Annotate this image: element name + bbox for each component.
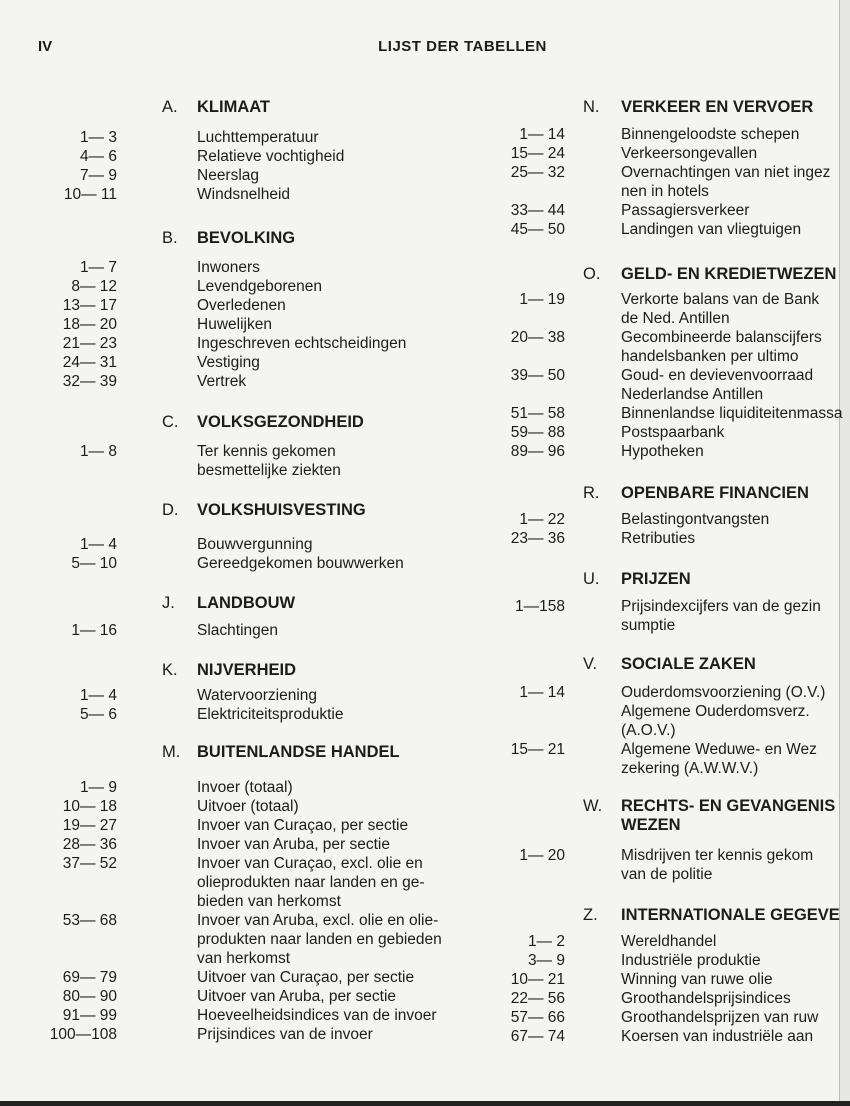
table-range: 15— 21	[510, 741, 565, 758]
entry-title: van herkomst	[197, 950, 291, 967]
entry-title: Bouwvergunning	[197, 536, 313, 553]
entry-title: Invoer (totaal)	[197, 779, 293, 796]
table-range: 3— 9	[527, 952, 565, 969]
entry-title: Luchttemperatuur	[197, 129, 319, 146]
table-range: 37— 52	[62, 855, 117, 872]
table-range: 20— 38	[510, 329, 565, 346]
entry-title: Slachtingen	[197, 622, 279, 639]
section-letter: M.	[162, 743, 181, 761]
table-range: 19— 27	[62, 817, 117, 834]
entry-title: Algemene Ouderdomsverz.	[621, 703, 810, 720]
entry-title: Misdrijven ter kennis gekom	[621, 847, 814, 864]
entry-title: Relatieve vochtigheid	[197, 148, 345, 165]
entry-title: Verkeersongevallen	[621, 145, 758, 162]
table-range: 57— 66	[510, 1009, 565, 1026]
entry-title: olieprodukten naar landen en ge-	[197, 874, 425, 891]
section-title: SOCIALE ZAKEN	[621, 655, 756, 673]
section-title: OPENBARE FINANCIEN	[621, 484, 809, 502]
table-range: 18— 20	[62, 316, 117, 333]
entry-title: Ouderdomsvoorziening (O.V.)	[621, 684, 826, 701]
entry-title: Binnenlandse liquiditeitenmassa	[621, 405, 843, 422]
section-letter: U.	[583, 570, 600, 588]
table-range: 1—158	[515, 598, 565, 615]
entry-title: handelsbanken per ultimo	[621, 348, 799, 365]
entry-title: Ingeschreven echtscheidingen	[197, 335, 407, 352]
entry-title: Inwoners	[197, 259, 260, 276]
table-range: 53— 68	[62, 912, 117, 929]
section-letter: A.	[162, 98, 178, 116]
entry-title: Uitvoer (totaal)	[197, 798, 299, 815]
table-range: 1— 20	[519, 847, 565, 864]
entry-title: Postspaarbank	[621, 424, 725, 441]
entry-title: Algemene Weduwe- en Wez	[621, 741, 817, 758]
table-range: 10— 18	[62, 798, 117, 815]
section-title: BEVOLKING	[197, 229, 296, 247]
table-range: 10— 11	[63, 186, 117, 203]
entry-title: sumptie	[621, 617, 676, 634]
section-title: BUITENLANDSE HANDEL	[197, 743, 400, 761]
entry-title: Neerslag	[197, 167, 260, 184]
table-range: 1— 22	[519, 511, 565, 528]
table-range: 21— 23	[62, 335, 117, 352]
entry-title: (A.O.V.)	[621, 722, 676, 739]
section-title: VOLKSGEZONDHEID	[197, 413, 364, 431]
section-letter: V.	[583, 655, 598, 673]
page-bottom-edge	[0, 1101, 850, 1106]
entry-title: Invoer van Curaçao, per sectie	[197, 817, 409, 834]
section-title: VERKEER EN VERVOER	[621, 98, 814, 116]
table-range: 1— 9	[79, 779, 117, 796]
table-range: 5— 10	[71, 555, 117, 572]
entry-title: Nederlandse Antillen	[621, 386, 764, 403]
entry-title: Prijsindexcijfers van de gezin	[621, 598, 821, 615]
entry-title: Landingen van vliegtuigen	[621, 221, 802, 238]
entry-title: Invoer van Curaçao, excl. olie en	[197, 855, 423, 872]
entry-title: Belastingontvangsten	[621, 511, 770, 528]
table-range: 39— 50	[510, 367, 565, 384]
section-title: KLIMAAT	[197, 98, 271, 116]
entry-title: Binnengeloodste schepen	[621, 126, 800, 143]
section-title: VOLKSHUISVESTING	[197, 501, 366, 519]
section-letter: K.	[162, 661, 178, 679]
table-range: 13— 17	[62, 297, 117, 314]
entry-title: Hypotheken	[621, 443, 704, 460]
entry-title: bieden van herkomst	[197, 893, 341, 910]
entry-title: Vestiging	[197, 354, 260, 371]
table-range: 1— 8	[79, 443, 117, 460]
section-letter: Z.	[583, 906, 598, 924]
section-title: GELD- EN KREDIETWEZEN	[621, 265, 837, 283]
section-title: NIJVERHEID	[197, 661, 297, 679]
section-letter: N.	[583, 98, 600, 116]
entry-title: Goud- en devievenvoorraad	[621, 367, 814, 384]
entry-title: van de politie	[621, 866, 713, 883]
entry-title: de Ned. Antillen	[621, 310, 730, 327]
entry-title: zekering (A.W.W.V.)	[621, 760, 759, 777]
section-title: RECHTS- EN GEVANGENIS	[621, 797, 836, 815]
entry-title: Huwelijken	[197, 316, 272, 333]
entry-title: Elektriciteitsproduktie	[197, 706, 344, 723]
table-range: 28— 36	[62, 836, 117, 853]
table-range: 51— 58	[510, 405, 565, 422]
section-title: PRIJZEN	[621, 570, 691, 588]
table-range: 10— 21	[510, 971, 565, 988]
section-letter: B.	[162, 229, 178, 247]
table-range: 69— 79	[62, 969, 117, 986]
entry-title: Koersen van industriële aan	[621, 1028, 814, 1045]
facing-page-edge	[839, 0, 850, 1106]
table-range: 1— 7	[79, 259, 117, 276]
table-range: 100—108	[49, 1026, 117, 1043]
entry-title: Overledenen	[197, 297, 286, 314]
entry-title: Uitvoer van Curaçao, per sectie	[197, 969, 415, 986]
entry-title: Industriële produktie	[621, 952, 761, 969]
section-letter: C.	[162, 413, 179, 431]
table-range: 23— 36	[510, 530, 565, 547]
table-range: 5— 6	[79, 706, 117, 723]
table-range: 1— 19	[519, 291, 565, 308]
section-letter: J.	[162, 594, 175, 612]
entry-title: Levendgeborenen	[197, 278, 322, 295]
table-range: 7— 9	[79, 167, 117, 184]
table-range: 33— 44	[510, 202, 565, 219]
section-title: INTERNATIONALE GEGEVE	[621, 906, 840, 924]
table-range: 45— 50	[510, 221, 565, 238]
entry-title: produkten naar landen en gebieden	[197, 931, 442, 948]
entry-title: Prijsindices van de invoer	[197, 1026, 373, 1043]
entry-title: Winning van ruwe olie	[621, 971, 773, 988]
table-range: 24— 31	[62, 354, 117, 371]
entry-title: Hoeveelheidsindices van de invoer	[197, 1007, 437, 1024]
table-range: 1— 14	[519, 684, 565, 701]
page-title: LIJST DER TABELLEN	[378, 38, 547, 55]
table-range: 91— 99	[62, 1007, 117, 1024]
entry-title: Uitvoer van Aruba, per sectie	[197, 988, 397, 1005]
entry-title: Passagiersverkeer	[621, 202, 750, 219]
table-range: 1— 4	[79, 536, 117, 553]
page-number: IV	[38, 38, 53, 55]
entry-title: Overnachtingen van niet ingez	[621, 164, 831, 181]
entry-title: besmettelijke ziekten	[197, 462, 341, 479]
entry-title: Watervoorziening	[197, 687, 318, 704]
table-range: 89— 96	[510, 443, 565, 460]
table-range: 80— 90	[62, 988, 117, 1005]
section-letter: W.	[583, 797, 603, 815]
section-letter: R.	[583, 484, 600, 502]
entry-title: Groothandelsprijzen van ruw	[621, 1009, 819, 1026]
entry-title: Gereedgekomen bouwwerken	[197, 555, 404, 572]
entry-title: Wereldhandel	[621, 933, 717, 950]
entry-title: Invoer van Aruba, excl. olie en olie-	[197, 912, 439, 929]
table-range: 59— 88	[510, 424, 565, 441]
entry-title: nen in hotels	[621, 183, 709, 200]
section-title: LANDBOUW	[197, 594, 296, 612]
table-range: 67— 74	[510, 1028, 565, 1045]
table-range: 1— 4	[79, 687, 117, 704]
section-title: WEZEN	[621, 816, 681, 834]
table-range: 32— 39	[62, 373, 117, 390]
section-letter: D.	[162, 501, 179, 519]
entry-title: Groothandelsprijsindices	[621, 990, 791, 1007]
table-range: 22— 56	[510, 990, 565, 1007]
entry-title: Verkorte balans van de Bank	[621, 291, 820, 308]
entry-title: Windsnelheid	[197, 186, 291, 203]
table-range: 1— 14	[519, 126, 565, 143]
entry-title: Retributies	[621, 530, 696, 547]
table-range: 4— 6	[79, 148, 117, 165]
table-range: 1— 2	[527, 933, 565, 950]
table-range: 1— 3	[79, 129, 117, 146]
entry-title: Ter kennis gekomen	[197, 443, 336, 460]
table-range: 8— 12	[71, 278, 117, 295]
entry-title: Gecombineerde balanscijfers	[621, 329, 822, 346]
entry-title: Invoer van Aruba, per sectie	[197, 836, 391, 853]
entry-title: Vertrek	[197, 373, 247, 390]
table-range: 15— 24	[510, 145, 565, 162]
table-range: 1— 16	[71, 622, 117, 639]
section-letter: O.	[583, 265, 601, 283]
table-range: 25— 32	[510, 164, 565, 181]
